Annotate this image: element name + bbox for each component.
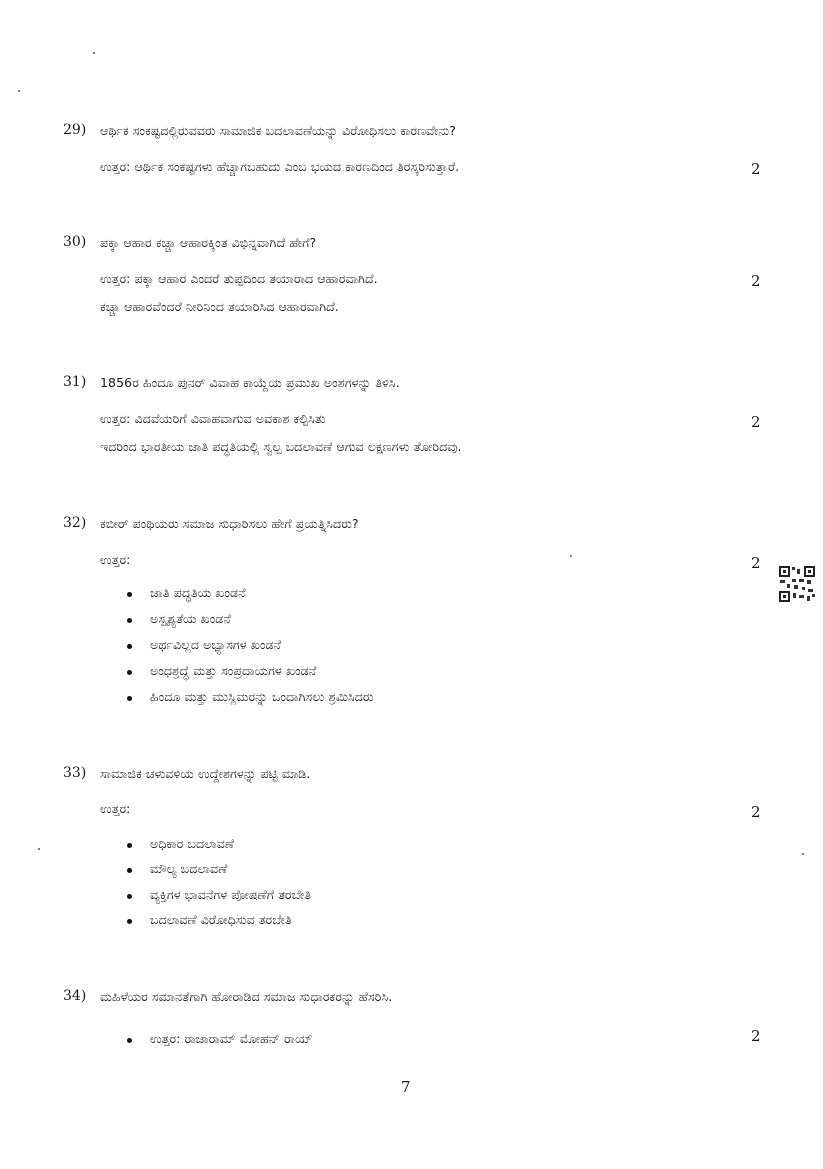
bullet-dot [127, 670, 132, 675]
marks: 2 [751, 413, 761, 431]
bullet-item: ಬದಲಾವಣೆ ವಿರೋಧಿಸುವ ತರಬೇತಿ [150, 912, 292, 927]
bullet-item: ವ್ಯಕ್ತಿಗಳ ಭಾವನೆಗಳ ಪೋಷಣೆಗೆ ತರಬೇತಿ [150, 887, 312, 902]
marks: 2 [751, 160, 761, 178]
bullet-item: ಅರ್ಥವಿಲ್ಲದ ಅಭ್ಯಾಸಗಳ ಖಂಡನೆ [150, 637, 282, 652]
answer-line: ಉತ್ತರ: ಪಕ್ಕಾ ಆಹಾರ ಎಂದರೆ ತುಪ್ಪದಿಂದ ತಯಾರಾದ ಆಹಾರವಾಗಿದೆ. [100, 271, 378, 286]
scan-speck [570, 555, 572, 557]
marks: 2 [751, 554, 761, 572]
bullet-item: ಮೌಲ್ಯ ಬದಲಾವಣೆ [150, 861, 228, 876]
bullet-item: ಹಿಂದೂ ಮತ್ತು ಮುಸ್ಲಿಮರನ್ನು ಒಂದಾಗಿಸಲು ಶ್ರಮಿಸಿದರು [150, 689, 374, 704]
answer-line: ಉತ್ತರ: ಆರ್ಥಿಕ ಸಂಕಷ್ಟಗಳು ಹೆಚ್ಚಾಗಬಹುದು ಎಂಬ ಭಯದ ಕಾರಣದಿಂದ ತಿರಸ್ಕರಿಸುತ್ತಾರೆ. [100, 159, 460, 174]
answer-line: ಕಚ್ಚಾ ಆಹಾರವೆಂದರೆ ನೀರಿನಿಂದ ತಯಾರಿಸಿದ ಆಹಾರವಾಗಿದೆ. [100, 299, 339, 314]
bullet-dot [127, 1038, 132, 1043]
bullet-item: ಅಧಿಕಾರ ಬದಲಾವಣೆ [150, 836, 235, 851]
marks: 2 [751, 803, 761, 821]
bullet-dot [127, 868, 132, 873]
question-number: 31) [63, 374, 87, 390]
question-number: 32) [63, 515, 87, 531]
bullet-item: ಉತ್ತರ: ರಾಜಾರಾಮ್ ಮೋಹನ್ ರಾಯ್ [150, 1031, 313, 1046]
question-text: ಮಹಿಳೆಯರ ಸಮಾನತೆಗಾಗಿ ಹೋರಾಡಿದ ಸಮಾಜ ಸುಧಾರಕರನ್ನು ಹೆಸರಿಸಿ. [100, 989, 393, 1004]
bullet-dot [127, 696, 132, 701]
answer-label: ಉತ್ತರ: [100, 801, 131, 816]
bullet-item: ಅಂಧಶ್ರದ್ಧೆ ಮತ್ತು ಸಂಪ್ರದಾಯಗಳ ಖಂಡನೆ [150, 663, 317, 678]
qr-code-icon [778, 565, 816, 603]
question-number: 29) [63, 122, 87, 138]
page-number: 7 [401, 1078, 411, 1096]
question-text: ಪಕ್ಕಾ ಆಹಾರ ಕಚ್ಚಾ ಆಹಾರಕ್ಕಿಂತ ವಿಭಿನ್ನವಾಗಿದೆ ಹೇಗೆ? [100, 235, 317, 250]
bullet-item: ಜಾತಿ ಪದ್ಧತಿಯ ಖಂಡನೆ [150, 585, 246, 600]
answer-line: ಉತ್ತರ: ವಿದವೆಯರಿಗೆ ವಿವಾಹವಾಗುವ ಅವಕಾಶ ಕಲ್ಪಿಸಿತು [100, 411, 326, 426]
scan-speck [93, 52, 95, 54]
bullet-dot [127, 592, 132, 597]
marks: 2 [751, 1027, 761, 1045]
answer-line: ಇದರಿಂದ ಭಾರತೀಯ ಜಾತಿ ಪದ್ಧತಿಯಲ್ಲಿ ಸ್ವಲ್ಪ ಬದಲಾವಣೆ ಆಗುವ ಲಕ್ಷಣಗಳು ತೋರಿದವು. [100, 439, 462, 454]
marks: 2 [751, 272, 761, 290]
bullet-item: ಅಸ್ಪೃಶ್ಯತೆಯ ಖಂಡನೆ [150, 611, 231, 626]
question-number: 33) [63, 765, 87, 781]
question-text: ಸಾಮಾಜಿಕ ಚಳುವಳಿಯ ಉದ್ದೇಶಗಳನ್ನು ಪಟ್ಟಿ ಮಾಡಿ. [100, 766, 311, 781]
question-text: 1856ರ ಹಿಂದೂ ಪುನರ್ ವಿವಾಹ ಕಾಯ್ದೆಯ ಪ್ರಮುಖ ಅಂಶಗಳನ್ನು ತಿಳಿಸಿ. [100, 375, 400, 390]
question-number: 34) [63, 988, 87, 1004]
question-number: 30) [63, 234, 87, 250]
answer-label: ಉತ್ತರ: [100, 552, 131, 567]
question-text: ಆರ್ಥಿಕ ಸಂಕಷ್ಟದಲ್ಲಿರುವವರು ಸಾಮಾಜಿಕ ಬದಲಾವಣೆಯನ್ನು ವಿರೋಧಿಸಲು ಕಾರಣವೇನು? [100, 123, 457, 138]
scan-speck [18, 90, 20, 92]
bullet-dot [127, 618, 132, 623]
bullet-dot [127, 644, 132, 649]
scan-speck [38, 848, 40, 850]
bullet-dot [127, 894, 132, 899]
bullet-dot [127, 843, 132, 848]
bullet-dot [127, 919, 132, 924]
scan-speck [802, 853, 804, 855]
question-text: ಕಬೀರ್ ಪಂಥಿಯರು ಸಮಾಜ ಸುಧಾರಿಸಲು ಹೇಗೆ ಪ್ರಯತ್ನಿಸಿದರು? [100, 516, 359, 531]
